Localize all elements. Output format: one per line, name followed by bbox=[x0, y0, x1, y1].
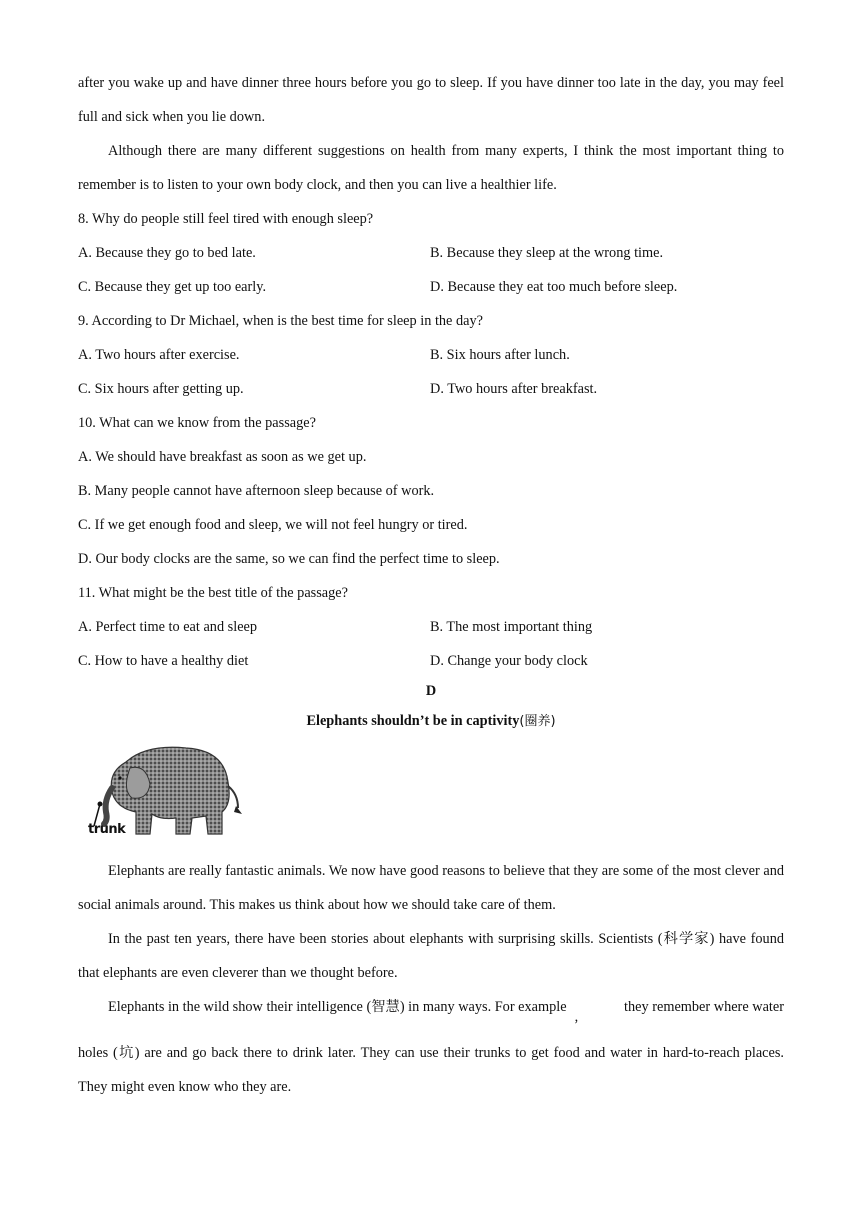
passage-paragraph-continued: holes (坑) are and go back there to drink later. They can use their trunks to get food and water in hard-to-reach places. They might even know who they are. bbox=[78, 1045, 784, 1095]
document-page bbox=[78, 66, 784, 1104]
section-title bbox=[78, 704, 784, 738]
option-c: C. Six hours after getting up. bbox=[78, 381, 244, 397]
passage-paragraph: after you wake up and have dinner three hours before you go to sleep. If you have dinner too late in the day, you may feel full and sick when you lie down. bbox=[78, 75, 784, 125]
option-c: C. If we get enough food and sleep, we will not feel hungry or tired. bbox=[78, 517, 468, 533]
option-c: C. How to have a healthy diet bbox=[78, 653, 249, 669]
p3-comma: , bbox=[574, 1009, 579, 1025]
option-row bbox=[78, 338, 784, 372]
option-b: B. Because they sleep at the wrong time. bbox=[430, 245, 664, 261]
option-a: A. Because they go to bed late. bbox=[78, 245, 256, 261]
option-row bbox=[78, 270, 784, 304]
option-d: D. Because they eat too much before sleep. bbox=[430, 279, 678, 295]
question-stem: 8. Why do people still feel tired with enough sleep? bbox=[78, 211, 374, 227]
title-text: Elephants shouldn’t be in captivity bbox=[306, 713, 520, 729]
option-a: A. We should have breakfast as soon as we get up. bbox=[78, 449, 367, 465]
passage-paragraph: Although there are many different suggestions on health from many experts, I think the most important thing to remember is to listen to your own body clock, and then you can live a healthier life. bbox=[78, 143, 784, 193]
passage-paragraph bbox=[78, 990, 784, 1036]
image-label-trunk: trunk bbox=[88, 822, 126, 837]
p3-part1: Elephants in the wild show their intelligence (智慧) in many ways. For example bbox=[108, 999, 567, 1015]
option-b: B. The most important thing bbox=[430, 619, 593, 635]
option-d: D. Our body clocks are the same, so we can find the perfect time to sleep. bbox=[78, 551, 500, 567]
question-stem: 11. What might be the best title of the passage? bbox=[78, 585, 348, 601]
option-c: C. Because they get up too early. bbox=[78, 279, 267, 295]
option-row bbox=[78, 236, 784, 270]
question-stem: 9. According to Dr Michael, when is the best time for sleep in the day? bbox=[78, 313, 483, 329]
option-b: B. Six hours after lunch. bbox=[430, 347, 570, 363]
option-d: D. Change your body clock bbox=[430, 653, 588, 669]
option-b: B. Many people cannot have afternoon sleep because of work. bbox=[78, 483, 435, 499]
option-row bbox=[78, 372, 784, 406]
elephant-illustration bbox=[86, 742, 256, 842]
option-a: A. Two hours after exercise. bbox=[78, 347, 240, 363]
option-row bbox=[78, 644, 784, 678]
option-row bbox=[78, 610, 784, 644]
option-d: D. Two hours after breakfast. bbox=[430, 381, 598, 397]
question-stem: 10. What can we know from the passage? bbox=[78, 415, 316, 431]
section-letter: D bbox=[425, 683, 437, 699]
passage-paragraph: In the past ten years, there have been stories about elephants with surprising skills. Scientists (科学家) have found that elephants are even cleverer than we thought before. bbox=[78, 931, 784, 981]
p3-part2: they remember where water bbox=[624, 999, 784, 1015]
option-a: A. Perfect time to eat and sleep bbox=[78, 619, 258, 635]
passage-paragraph: Elephants are really fantastic animals. We now have good reasons to believe that they are some of the most clever and social animals around. This makes us think about how we should take care of them. bbox=[78, 863, 784, 913]
title-chinese-gloss: (圈养) bbox=[519, 714, 556, 729]
